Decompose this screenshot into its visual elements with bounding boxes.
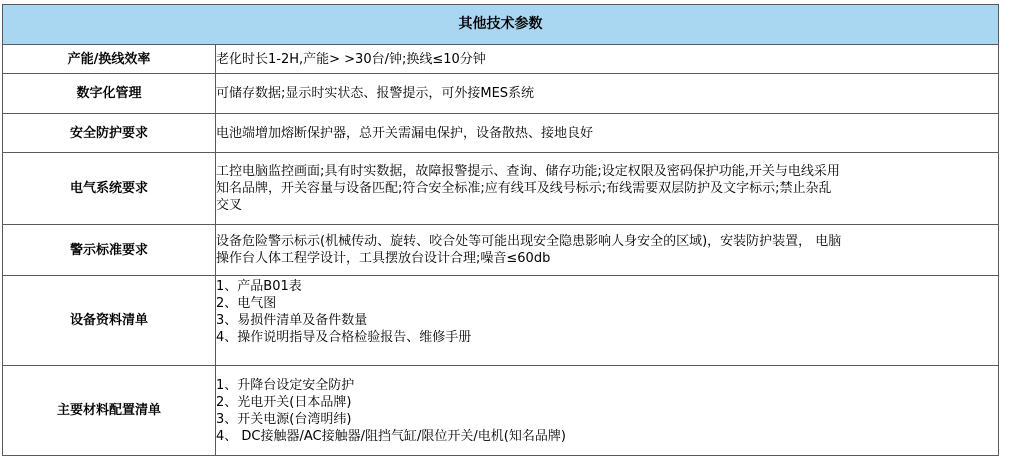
- table-row: [3, 45, 999, 74]
- table-row: [3, 225, 999, 276]
- row-value-documents: [216, 276, 999, 366]
- tech-params-table: [2, 4, 999, 456]
- materials-item: 4、 DC接触器/AC接触器/阻挡气缸/限位开关/电机(知名品牌): [216, 428, 566, 444]
- row-label-warning: 警示标准要求: [3, 225, 216, 276]
- row-value-electrical: [216, 153, 999, 225]
- electrical-line: 工控电脑监控画面;具有时实数据，故障报警提示、查询、储存功能;设定权限及密码保护功能,开关与电线采用: [216, 164, 840, 179]
- table-row: [3, 153, 999, 225]
- warning-line: 操作台人体工程学设计，工具摆放台设计合理;噪音≤60db: [216, 251, 551, 266]
- row-label-capacity: 产能/换线效率: [3, 45, 216, 74]
- materials-item: 2、光电开关(日本品牌): [216, 394, 352, 410]
- warning-line: 设备危险警示标示(机械传动、旋转、咬合处等可能出现安全隐患影响人身安全的区域)，安装防护装置， 电脑: [216, 234, 842, 249]
- row-value-warning: [216, 225, 999, 276]
- documents-item: 4、操作说明指导及合格检验报告、维修手册: [216, 330, 472, 345]
- row-value-safety: 电池端增加熔断保护器，总开关需漏电保护，设备散热、接地良好: [216, 114, 999, 153]
- materials-item: 3、开关电源(台湾明纬): [216, 411, 352, 427]
- materials-item: 1、升降台设定安全防护: [216, 377, 355, 393]
- table-row: [3, 276, 999, 366]
- table-title: 其他技术参数: [3, 5, 999, 45]
- row-label-electrical: 电气系统要求: [3, 153, 216, 225]
- row-value-digital: 可储存数据;显示时实状态、报警提示，可外接MES系统: [216, 74, 999, 114]
- electrical-line: 交叉: [216, 198, 243, 213]
- row-label-digital: 数字化管理: [3, 74, 216, 114]
- row-value-materials: [216, 366, 999, 456]
- title-row: [3, 5, 999, 45]
- row-label-documents: 设备资料清单: [3, 276, 216, 366]
- documents-item: 1、产品B01表: [216, 279, 302, 294]
- documents-item: 2、电气图: [216, 296, 277, 311]
- table-row: [3, 74, 999, 114]
- row-label-safety: 安全防护要求: [3, 114, 216, 153]
- table-row: [3, 114, 999, 153]
- electrical-line: 知名品牌，开关容量与设备匹配;符合安全标准;应有线耳及线号标示;布线需要双层防护及文字标示;禁止杂乱: [216, 181, 832, 196]
- table-row: [3, 366, 999, 456]
- documents-item: 3、易损件清单及备件数量: [216, 313, 368, 328]
- row-value-capacity: 老化时长1-2H,产能> >30台/钟;换线≤10分钟: [216, 45, 999, 74]
- row-label-materials: 主要材料配置清单: [3, 366, 216, 456]
